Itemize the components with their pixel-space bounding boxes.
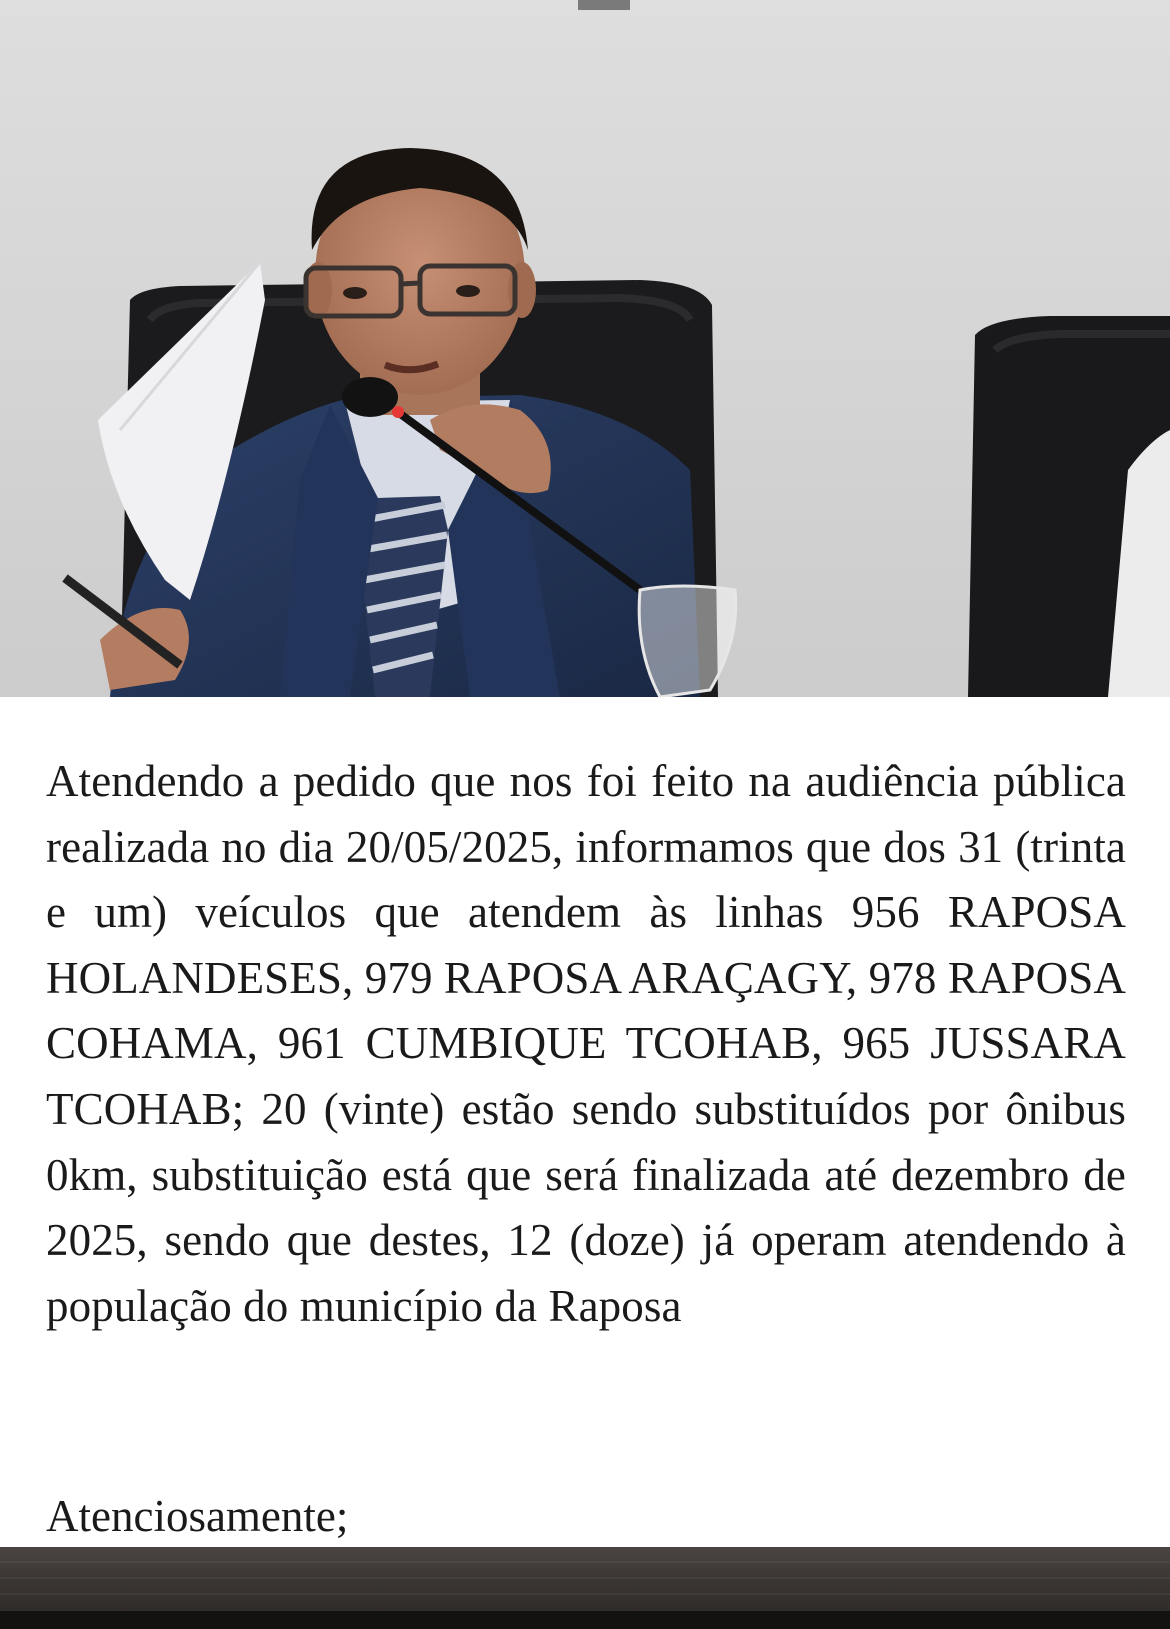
microphone-head [342, 377, 398, 417]
right-eye [456, 285, 480, 297]
ceiling-object [578, 0, 630, 10]
closing-salutation: Atenciosamente; [46, 1491, 349, 1541]
left-eye [343, 287, 367, 299]
notice-paragraph: Atendendo a pedido que nos foi feito na audiência pública realizada no dia 20/05/2025, informamos que dos 31 (trinta e um) veículos que atendem às linhas 956 RAPOSA HOLANDESES, 979 RAPOSA ARAÇAGY, 978 RAPOSA COHAMA, 961 CUMBIQUE TCOHAB, 965 JUSSARA TCOHAB; 20 (vinte) estão sendo substituídos por ônibus 0km, substituição está que será finalizada até dezembro de 2025, sendo que destes, 12 (doze) já operam atendendo à população do município da Raposa [46, 756, 1126, 1331]
wood-grain [0, 1561, 1170, 1563]
notice-document [0, 697, 1170, 1547]
table-edge [0, 1611, 1170, 1629]
microphone-led [392, 406, 404, 418]
wood-grain [0, 1577, 1170, 1579]
speaker-photo [0, 0, 1170, 697]
table-surface [0, 1547, 1170, 1629]
speaker-photo-illustration [0, 0, 1170, 697]
wood-grain [0, 1593, 1170, 1595]
